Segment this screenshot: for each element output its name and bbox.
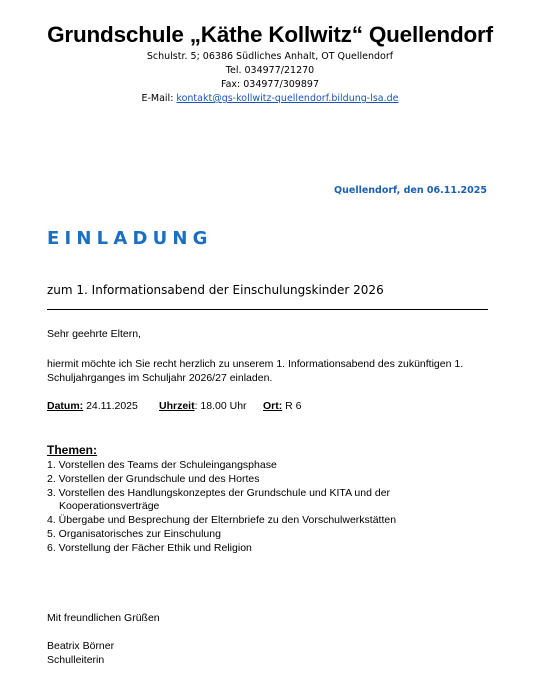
time-label: Uhrzeit <box>159 400 195 412</box>
list-item: 6. Vorstellung der Fächer Ethik und Religion <box>47 541 252 554</box>
school-phone: Tel. 034977/21270 <box>225 65 315 76</box>
subtitle-divider <box>47 309 488 310</box>
letter-title: EINLADUNG <box>47 228 213 249</box>
list-item: 2. Vorstellen der Grundschule und des Hortes <box>47 472 260 485</box>
list-item: Kooperationsverträge <box>59 500 160 513</box>
place-value: R 6 <box>282 400 302 412</box>
school-address: Schulstr. 5; 06386 Südliches Anhalt, OT Quellendorf <box>146 51 394 62</box>
school-email-line <box>0 92 540 106</box>
event-date <box>47 399 138 413</box>
signer-name: Beatrix Börner <box>47 640 115 652</box>
event-time <box>159 399 247 413</box>
list-item: 5. Organisatorisches zur Einschulung <box>47 527 221 540</box>
email-label: E-Mail: <box>141 93 177 104</box>
greeting: Sehr geehrte Eltern, <box>47 328 141 340</box>
intro-line-1: hiermit möchte ich Sie recht herzlich zu unserem 1. Informationsabend des zukünftigen 1. <box>47 358 464 370</box>
themes-list <box>47 459 396 556</box>
place-label: Ort: <box>263 400 283 412</box>
signer-role: Schulleiterin <box>47 654 105 666</box>
email-link[interactable]: kontakt@gs-kollwitz-quellendorf.bildung-lsa.de <box>176 93 399 104</box>
letter-subtitle: zum 1. Informationsabend der Einschulungskinder 2026 <box>47 283 384 297</box>
school-fax: Fax: 034977/309897 <box>221 79 319 90</box>
list-item: 1. Vorstellen des Teams der Schuleingangsphase <box>47 459 277 471</box>
themes-heading: Themen: <box>47 443 98 457</box>
time-value: : 18.00 Uhr <box>194 400 247 412</box>
letter-date: Quellendorf, den 06.11.2025 <box>334 185 487 196</box>
intro-line-2: Schuljahrganges im Schuljahr 2026/27 einladen. <box>47 372 273 384</box>
event-place <box>263 399 302 413</box>
closing: Mit freundlichen Grüßen <box>47 612 160 624</box>
list-item: 4. Übergabe und Besprechung der Elternbriefe zu den Vorschulwerkstätten <box>47 514 397 527</box>
list-item: 3. Vorstellen des Handlungskonzeptes der Grundschule und KITA und der <box>47 486 391 499</box>
date-label: Datum: <box>47 400 84 412</box>
date-value: 24.11.2025 <box>83 400 138 412</box>
school-name: Grundschule „Käthe Kollwitz“ Quellendorf <box>47 22 493 47</box>
